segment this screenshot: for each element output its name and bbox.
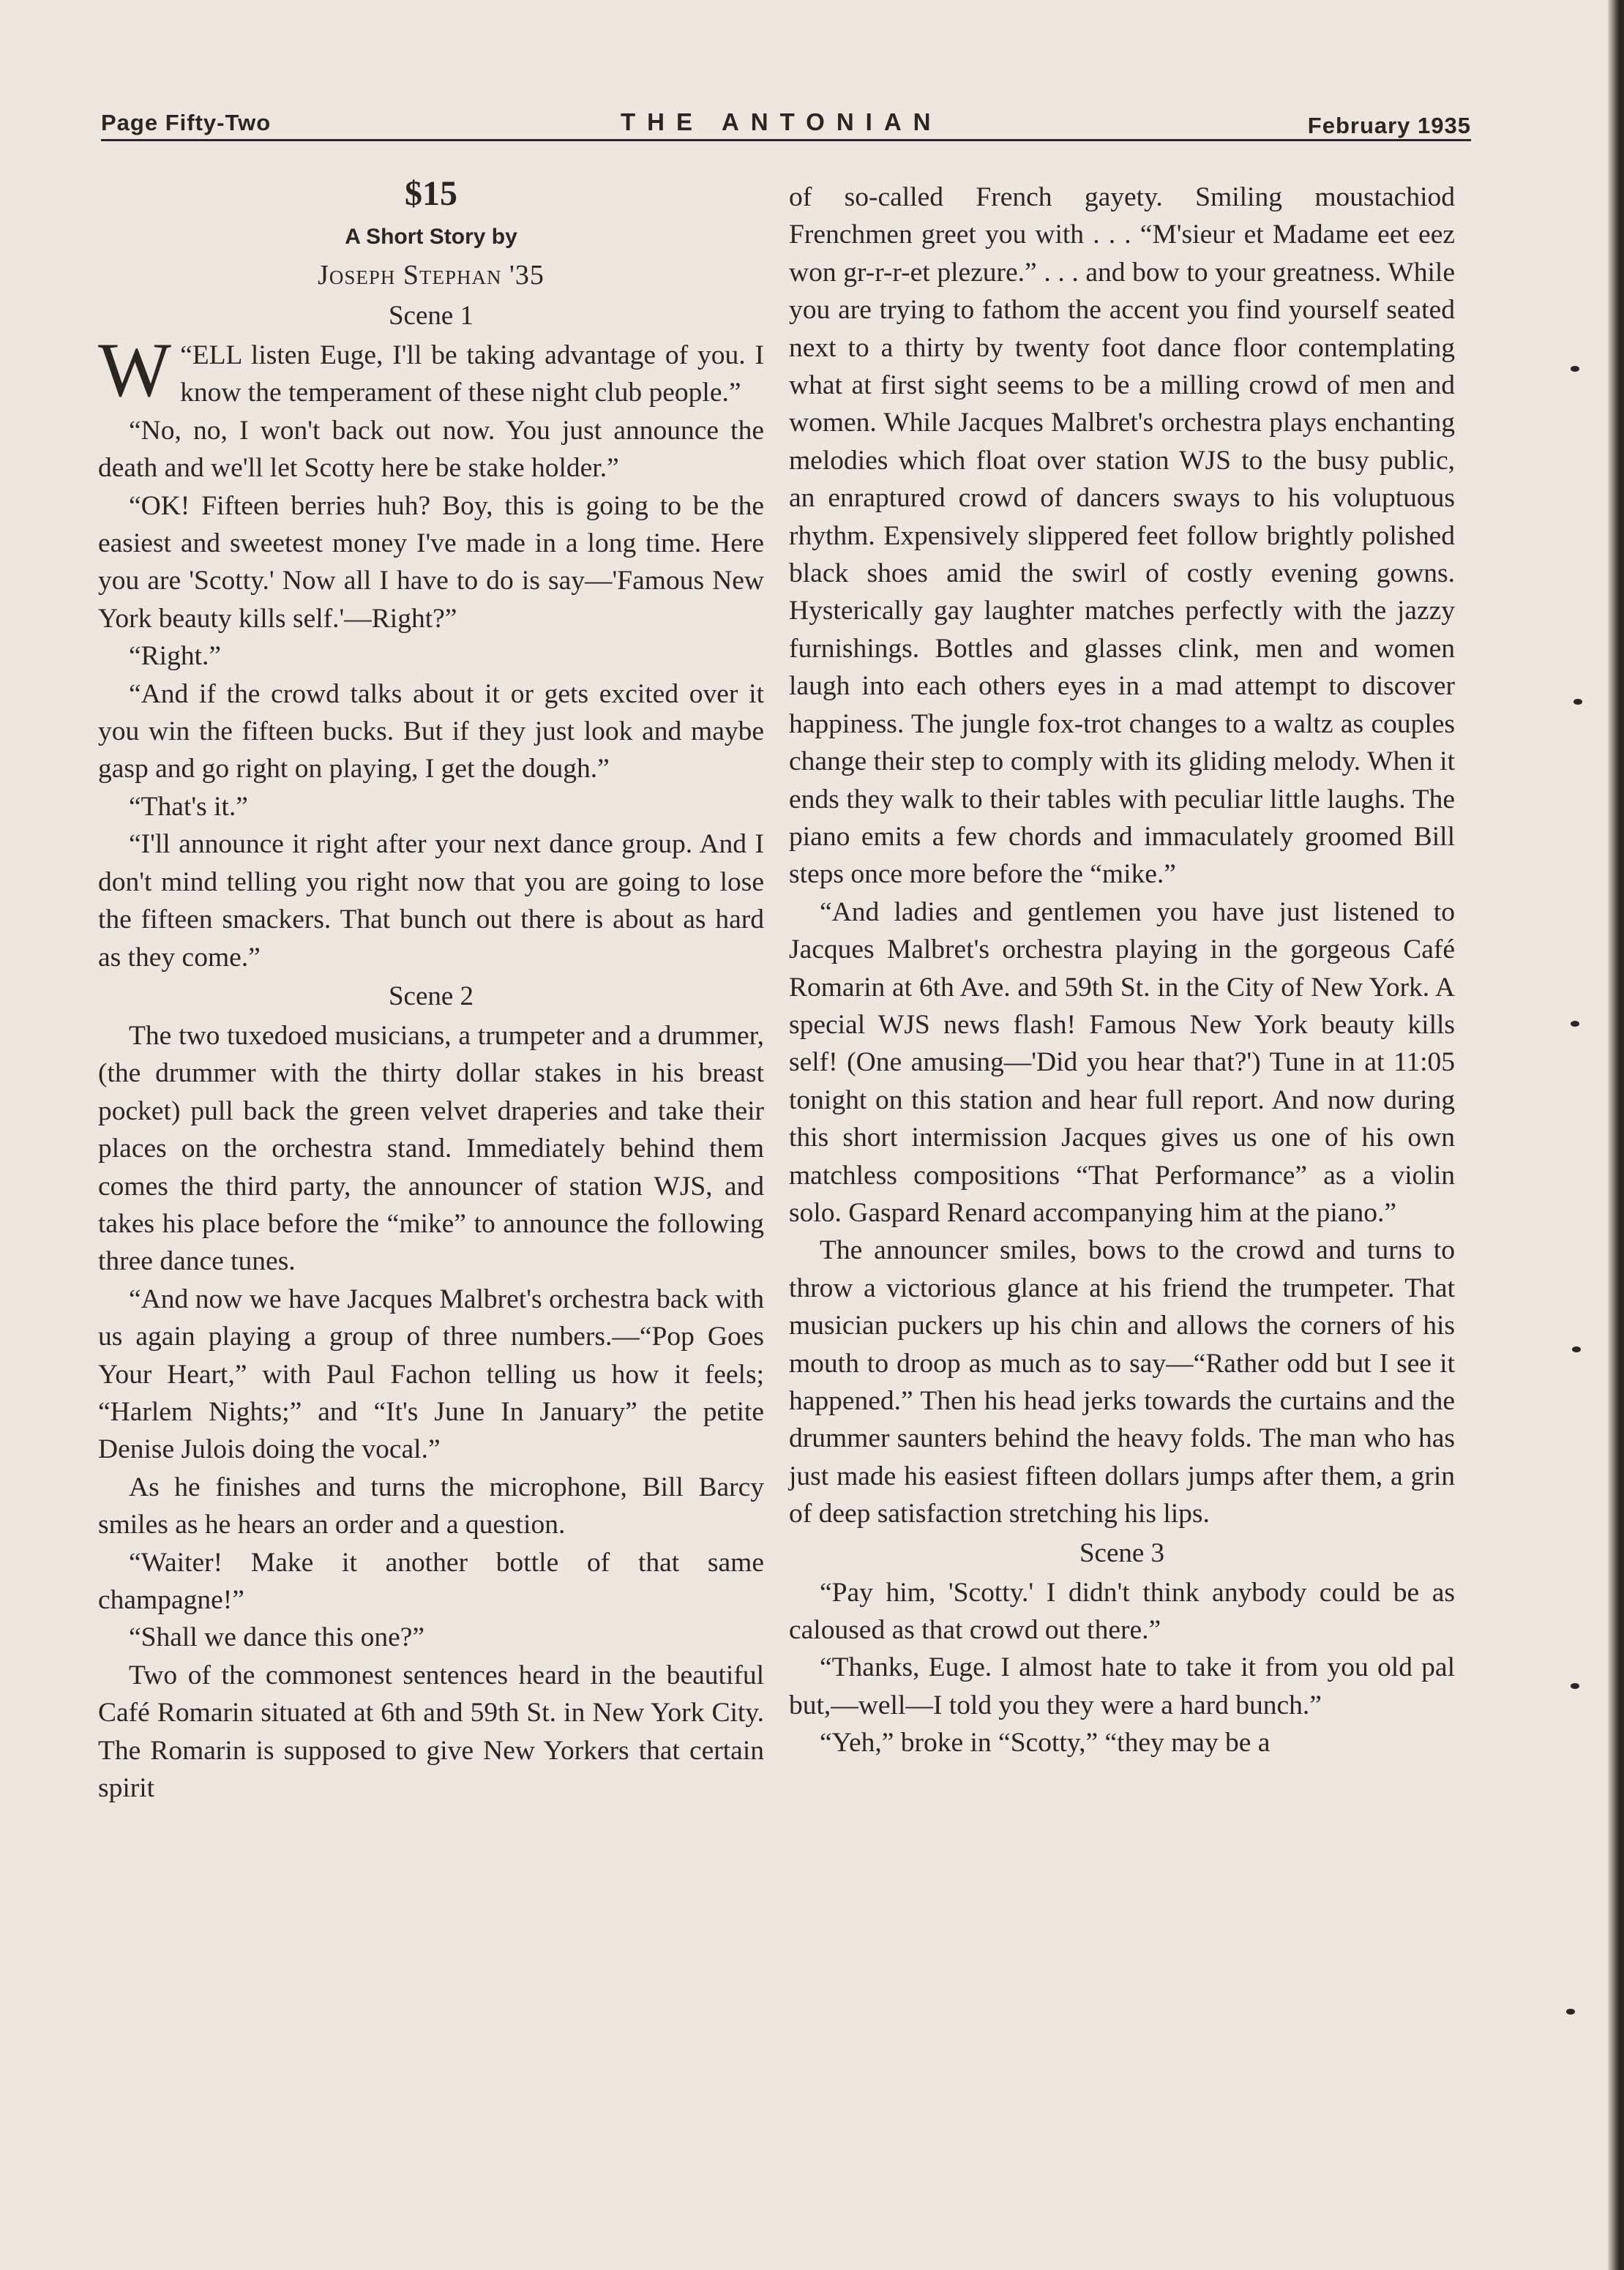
paragraph: Two of the commonest sentences heard in the beautiful Café Romarin situated at 6th and 59th St. in New York City. The Romarin is supposed to give New Yorkers that certain spirit (98, 1660, 764, 1804)
scene-heading: Scene 2 (388, 981, 474, 1011)
paragraph: The announcer smiles, bows to the crowd and turns to throw a victorious glance at his friend the trumpeter. That musician puckers up his chin and allows the corners of his mouth to droop as much as to say—“Rather odd but I see it happened.” Then his head jerks towards the curtains and the drummer saunters behind the heavy folds. The man who has just made his easiest fifteen dollars jumps after them, a grin of deep satisfaction stretching his lips. (789, 1235, 1455, 1529)
publication-title: THE ANTONIAN (621, 108, 943, 135)
paragraph: “And ladies and gentlemen you have just listened to Jacques Malbret's orchestra playing in the gorgeous Café Romarin at 6th Ave. and 59th St. in the City of New York. A special WJS news flash! Famous New York beauty kills self! (One amusing—'Did you hear that?') Tune in at 11:05 tonight on this station and hear full report. And now during this short intermission Jacques gives us one of his own matchless compositions “That Performance” as a violin solo. Gaspard Renard accompanying him at the piano.” (789, 896, 1455, 1228)
paragraph: The two tuxedoed musicians, a trumpeter and a drummer, (the drummer with the thirty dollar stakes in his breast pocket) pull back the green velvet draperies and take their places on the orchestra stand. Immediately behind them comes the third party, the announcer of station WJS, and takes his place before the “mike” to announce the following three dance tunes. (98, 1020, 764, 1277)
paragraph: As he finishes and turns the microphone, Bill Barcy smiles as he hears an order and a question. (98, 1472, 764, 1540)
paragraph: “Pay him, 'Scotty.' I didn't think anybody could be as caloused as that crowd out there.” (789, 1577, 1455, 1646)
page-number-label: Page Fifty-Two (101, 110, 272, 135)
issue-date: February 1935 (1307, 113, 1471, 138)
paragraph: “And now we have Jacques Malbret's orchestra back with us again playing a group of three numbers.—“Pop Goes Your Heart,” with Paul Fachon telling us how it feels; “Harlem Nights;” and “It's June In January” the petite Denise Julois doing the vocal.” (98, 1284, 764, 1465)
paragraph: “Yeh,” broke in “Scotty,” “they may be a (820, 1728, 1271, 1758)
header-rule (101, 139, 1471, 141)
right-column (789, 179, 1455, 1762)
binding-hole-mark (1571, 1683, 1579, 1689)
paragraph: “I'll announce it right after your next dance group. And I don't mind telling you right now that you are going to lose the fifteen smackers. That bunch out there is about as hard as they come.” (98, 829, 764, 973)
opening-quote: “ (180, 340, 192, 370)
paragraph-text: ELL listen Euge, I'll be taking advantage of you. I know the temperament of these night club people.” (180, 340, 764, 408)
paragraph: “That's it.” (129, 791, 248, 822)
paragraph: “No, no, I won't back out now. You just announce the death and we'll let Scotty here be stake holder.” (98, 415, 764, 484)
binding-hole-mark (1574, 699, 1582, 705)
story-byline: A Short Story by (345, 225, 517, 249)
paragraph: “OK! Fifteen berries huh? Boy, this is going to be the easiest and sweetest money I've made in a long time. Here you are 'Scotty.' Now all I have to do is say—'Famous New York beauty kills self.'—Right?” (98, 490, 764, 634)
binding-hole-mark (1572, 1346, 1581, 1352)
left-column (98, 168, 764, 1807)
paragraph: “Thanks, Euge. I almost hate to take it from you old pal but,—well—I told you they were a hard bunch.” (789, 1652, 1455, 1720)
paragraph: “Waiter! Make it another bottle of that same champagne!” (98, 1547, 764, 1615)
paragraph: “And if the crowd talks about it or gets excited over it you win the fifteen bucks. But if they just look and maybe gasp and go right on playing, I get the dough.” (98, 678, 764, 784)
story-title: $15 (405, 174, 457, 213)
binding-hole-mark (1566, 2009, 1575, 2015)
paragraph: of so-called French gayety. Smiling moustachiod Frenchmen greet you with . . . “M'sieur et Madame eet eez won gr-r-r-et plezure.” . . . and bow to your greatness. While you are trying to fathom the accent you find yourself seated next to a thirty by twenty foot dance floor contemplating what at first sight seems to be a milling crowd of men and women. While Jacques Malbret's orchestra plays enchanting melodies which float over station WJS to the busy public, an enraptured crowd of dancers sways to his voluptuous rhythm. Expensively slippered feet follow brightly polished black shoes amid the swirl of costly evening gowns. Hysterically gay laughter matches perfectly with the jazzy furnishings. Bottles and glasses clink, men and women laugh into each others eyes in a mad attempt to discover happiness. The jungle fox-trot changes to a waltz as couples change their step to comply with its gliding melody. When it ends they walk to their tables with peculiar little laughs. The piano emits a few chords and immaculately groomed Bill steps once more before the “mike.” (789, 182, 1455, 890)
binding-hole-mark (1571, 1021, 1579, 1027)
scene-heading: Scene 1 (388, 301, 474, 331)
scene-heading: Scene 3 (1079, 1537, 1165, 1568)
paragraph (98, 327, 764, 413)
story-author: Joseph Stephan '35 (318, 260, 545, 291)
paragraph: “Right.” (129, 641, 222, 672)
paragraph: “Shall we dance this one?” (129, 1622, 425, 1653)
running-header (101, 110, 1471, 142)
page-edge-shadow (1608, 0, 1624, 2270)
drop-cap: W (98, 327, 172, 413)
binding-hole-mark (1571, 366, 1579, 372)
